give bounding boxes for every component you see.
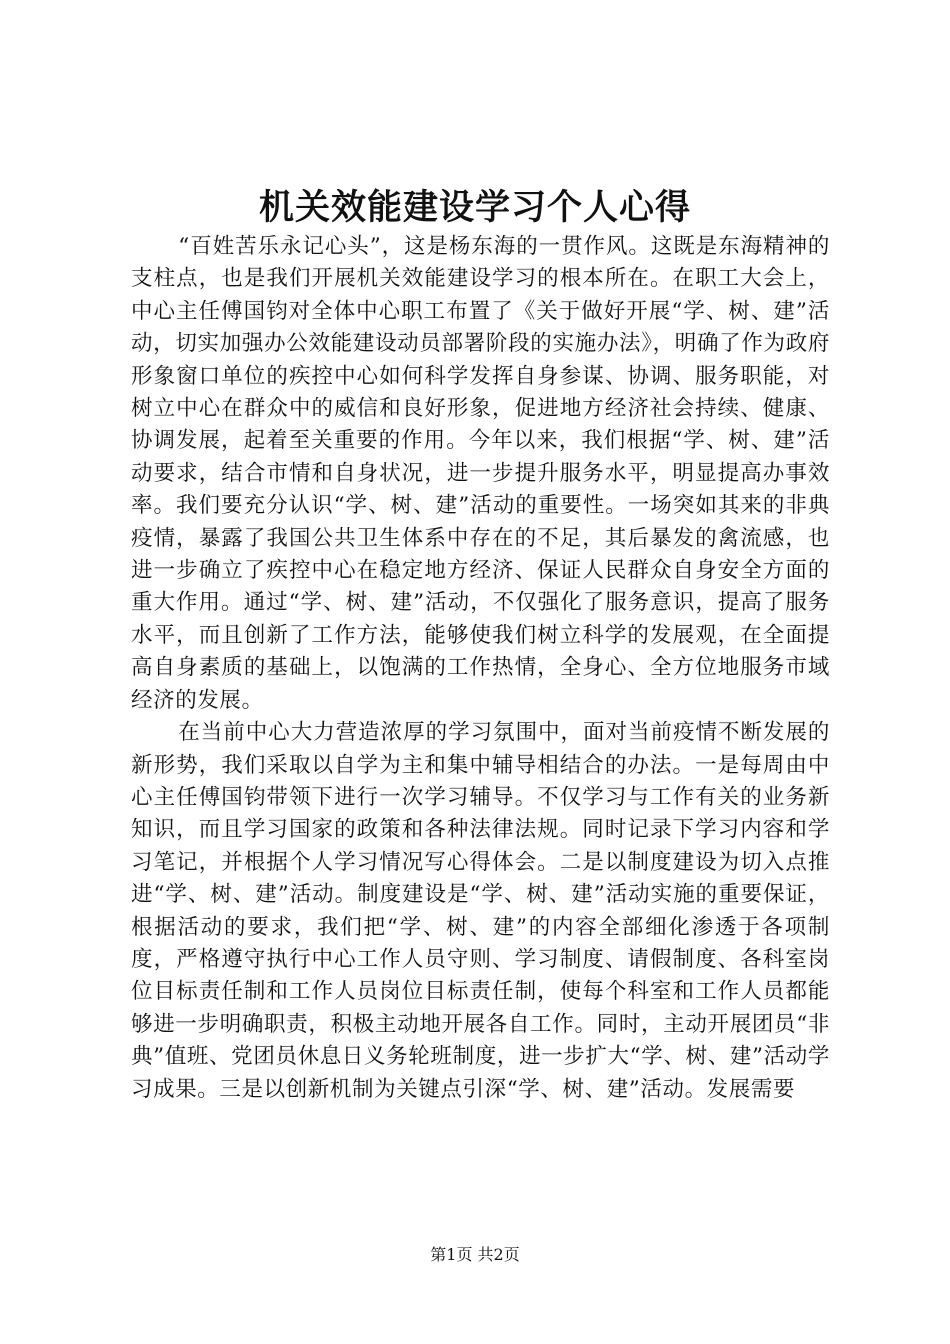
paragraph-1: “百姓苦乐永记心头”，这是杨东海的一贯作风。这既是东海精神的支柱点，也是我们开展机关效能建设学习的根本所在。在职工大会上，中心主任傅国钧对全体中心职工布置了《关于做好开展“学、树、建”活动，切实加强办公效能建设动员部署阶段的实施办法》，明确了作为政府形象窗口单位的疾控中心如何科学发挥自身参谋、协调、服务职能，对树立中心在群众中的威信和良好形象，促进地方经济社会持续、健康、协调发展，起着至关重要的作用。今年以来，我们根据“学、树、建”活动要求，结合市情和自身状况，进一步提升服务水平，明显提高办事效率。我们要充分认识“学、树、建”活动的重要性。一场突如其来的非典疫情，暴露了我国公共卫生体系中存在的不足，其后暴发的禽流感，也进一步确立了疾控中心在稳定地方经济、保证人民群众自身安全方面的重大作用。通过“学、树、建”活动，不仅强化了服务意识，提高了服务水平，而且创新了工作方法，能够使我们树立科学的发展观，在全面提高自身素质的基础上，以饱满的工作热情，全身心、全方位地服务市域经济的发展。: [131, 234, 830, 713]
page-number-footer: 第1页 共2页: [430, 1245, 520, 1264]
paragraph-2: 在当前中心大力营造浓厚的学习氛围中，面对当前疫情不断发展的新形势，我们采取以自学为主和集中辅导相结合的办法。一是每周由中心主任傅国钧带领下进行一次学习辅导。不仅学习与工作有关的业务新知识，而且学习国家的政策和各种法律法规。同时记录下学习内容和学习笔记，并根据个人学习情况写心得体会。二是以制度建设为切入点推进“学、树、建”活动。制度建设是“学、树、建”活动实施的重要保证，根据活动的要求，我们把“学、树、建”的内容全部细化渗透于各项制度，严格遵守执行中心工作人员守则、学习制度、请假制度、各科室岗位目标责任制和工作人员岗位目标责任制，使每个科室和工作人员都能够进一步明确职责，积极主动地开展各自工作。同时，主动开展团员“非典”值班、党团员休息日义务轮班制度，进一步扩大“学、树、建”活动学习成果。三是以创新机制为关键点引深“学、树、建”活动。发展需要: [131, 720, 830, 1102]
document-title: 机关效能建设学习个人心得: [258, 187, 691, 228]
document-body: [131, 231, 830, 1106]
